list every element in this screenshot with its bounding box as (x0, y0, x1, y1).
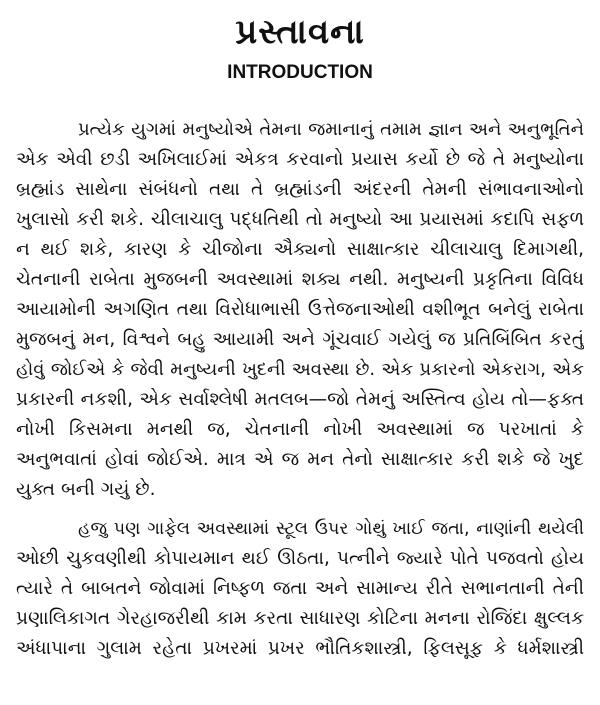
text-line: ઓછી ચુકવણીથી કોપાયમાન થઈ ઊઠતા, પત્નીને જ્યારે પોતે પજવતો હોય (16, 548, 584, 569)
text-line: પ્રકારની નકશી, એક સર્વાશ્લેષી મતલબ—જો તેમનું અસ્તિત્વ હોય તો—ફક્ત (16, 389, 584, 410)
page-title: પ્રસ્તાવના (235, 12, 365, 52)
text-line: બ્રહ્માંડ સાથેના સંબંધનો તથા તે બ્રહ્માંડની અંદરની તેમની સંભાવનાઓનો (16, 179, 584, 200)
text-line: આયામોની અગણિત તથા વિરોધાભાસી ઉત્તેજનાઓથી વશીભૂત બનેલું રાબેતા (16, 299, 584, 320)
text-line: એક એવી છડી અખિલાઈમાં એકત્ર કરવાનો પ્રયાસ કર્યો છે જે તે મનુષ્યોના (16, 149, 584, 170)
body-text (16, 115, 584, 664)
text-line: પ્રત્યેક યુગમાં મનુષ્યોએ તેમના જમાનાનું તમામ જ્ઞાન અને અનુભૂતિને (78, 119, 584, 140)
text-line: ન થઈ શકે, કારણ કે ચીજોના ઐક્યનો સાક્ષાત્કાર ચીલાચાલુ દિમાગથી, (16, 239, 584, 260)
text-line: ત્યારે તે બાબતને જોવામાં નિષ્ફળ જતા અને સામાન્ય રીતે સભાનતાની તેની (16, 578, 584, 599)
paragraph-1 (16, 115, 584, 505)
page-subtitle: INTRODUCTION (227, 62, 373, 83)
text-line: મુજબનું મન, વિશ્વને બહુ આયામી અને ગૂંચવાઈ ગયેલું જ પ્રતિબિંબિત કરતું (16, 329, 584, 350)
text-line: હોવું જોઈએ કે જેવી મનુષ્યની ખુદની અવસ્થા છે. એક પ્રકારનો એકરાગ, એક (16, 359, 584, 380)
text-line: યુક્ત બની ગયું છે. (16, 479, 156, 500)
text-line: પ્રણાલિકાગત ગેરહાજરીથી કામ કરતા સાધારણ કોટિના મનના રોજિંદા ક્ષુલ્લક (16, 608, 584, 629)
text-line: ચેતનાની રાબેતા મુજબની અવસ્થામાં શક્ય નથી. મનુષ્યની પ્રકૃતિના વિવિધ (16, 269, 584, 290)
text-line: અંધાપાના ગુલામ રહેતા પ્રખરમાં પ્રખર ભૌતિકશાસ્ત્રી, ફિલસૂફ કે ધર્મશાસ્ત્રી (16, 638, 584, 659)
text-line: હજુ પણ ગાફેલ અવસ્થામાં સ્ટૂલ ઉપર ગોથું ખાઈ જતા, નાણાંની થયેલી (78, 519, 584, 539)
text-line: અનુભવાતાં હોવાં જોઈએ. માત્ર એ જ મન તેનો સાક્ષાત્કાર કરી શકે જે ખુદ (16, 449, 584, 470)
text-line: નોખી કિસમના મનથી જ, ચેતનાની નોખી અવસ્થામાં જ પરખાતાં કે (16, 419, 584, 440)
paragraph-2 (16, 514, 584, 664)
text-line: ખુલાસો કરી શકે. ચીલાચાલુ પદ્ધતિથી તો મનુષ્યો આ પ્રયાસમાં કદાપિ સફળ (16, 209, 584, 230)
